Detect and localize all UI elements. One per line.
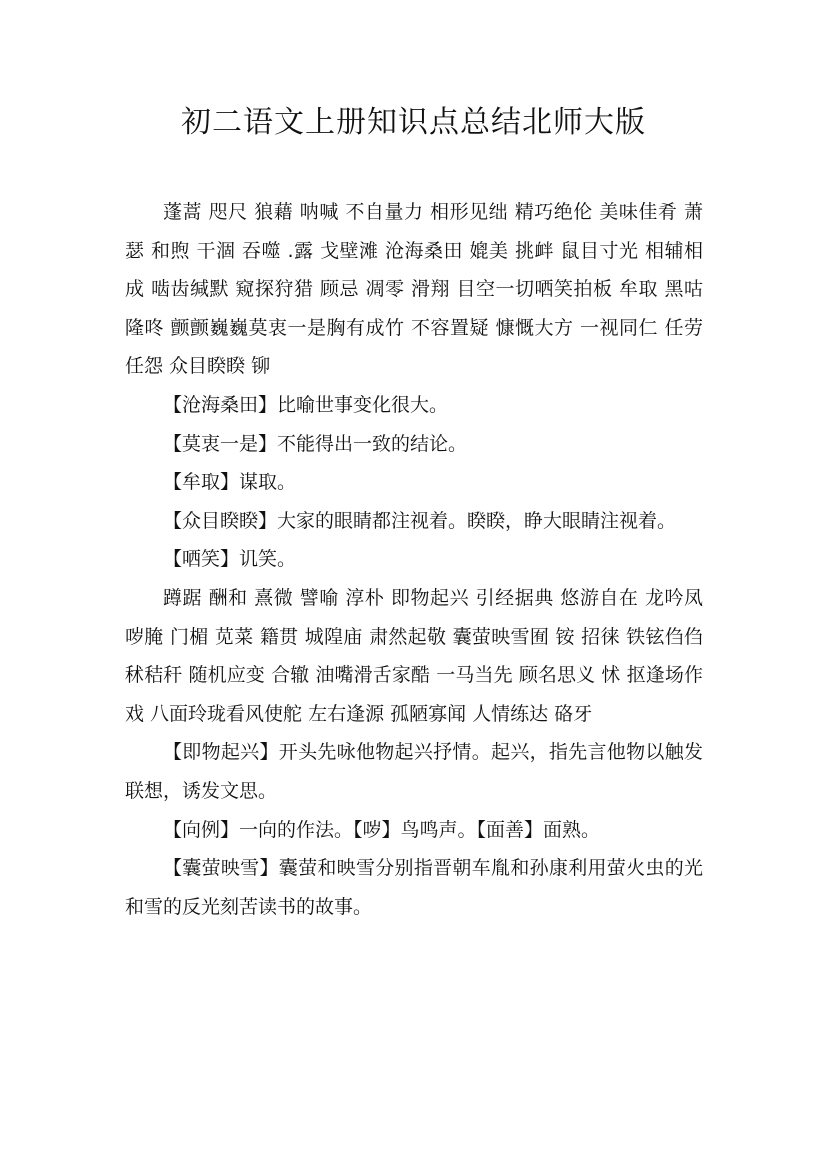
vocabulary-paragraph: 蓬蒿 咫尺 狼藉 呐喊 不自量力 相形见绌 精巧绝伦 美味佳肴 萧瑟 和煦 干涸 吞噬 .露 戈壁滩 沧海桑田 媲美 挑衅 鼠目寸光 相辅相成 啮齿缄默 窥探狩猎 顾忌 凋零 滑翔 目空一切哂笑拍板 牟取 黑咕隆咚 颤颤巍巍莫衷一是胸有成竹 不容置疑 慷慨大方 一视同仁 任劳任怨 众目睽睽 铆 [125, 201, 703, 378]
definition-paragraph: 【囊萤映雪】囊萤和映雪分别指晋朝车胤和孙康利用萤火虫的光和雪的反光刻苦读书的故事。 [125, 857, 703, 918]
definition-paragraph: 【沧海桑田】比喻世事变化很大。 [163, 393, 449, 416]
definition-paragraph: 【牟取】谋取。 [163, 471, 297, 494]
definition-paragraph: 【即物起兴】开头先咏他物起兴抒情。起兴，指先言他物以触发联想，诱发文思。 [125, 741, 703, 802]
definition-paragraph: 【莫衷一是】不能得出一致的结论。 [163, 432, 468, 455]
vocabulary-paragraph: 蹲踞 酬和 熹微 譬喻 淳朴 即物起兴 引经据典 悠游自在 龙吟凤哕腌 门楣 苋菜 籍贯 城隍庙 肃然起敬 囊萤映雪囿 铵 招徕 铁铉㑇㑇秫秸秆 随机应变 合辙 油嘴滑舌家酷 一马当先 顾名思义 怵 抠逢场作戏 八面玲珑看风使舵 左右逢源 孤陋寡闻 人情练达 硌牙 [125, 586, 703, 725]
document-title: 初二语文上册知识点总结北师大版 [181, 105, 646, 140]
definition-paragraph: 【众目睽睽】大家的眼睛都注视着。睽睽，睁大眼睛注视着。 [163, 509, 677, 532]
definition-paragraph: 【哂笑】讥笑。 [163, 548, 297, 571]
definition-paragraph: 【向例】一向的作法。【哕】鸟鸣声。【面善】面熟。 [163, 818, 601, 841]
document-body [125, 193, 703, 926]
